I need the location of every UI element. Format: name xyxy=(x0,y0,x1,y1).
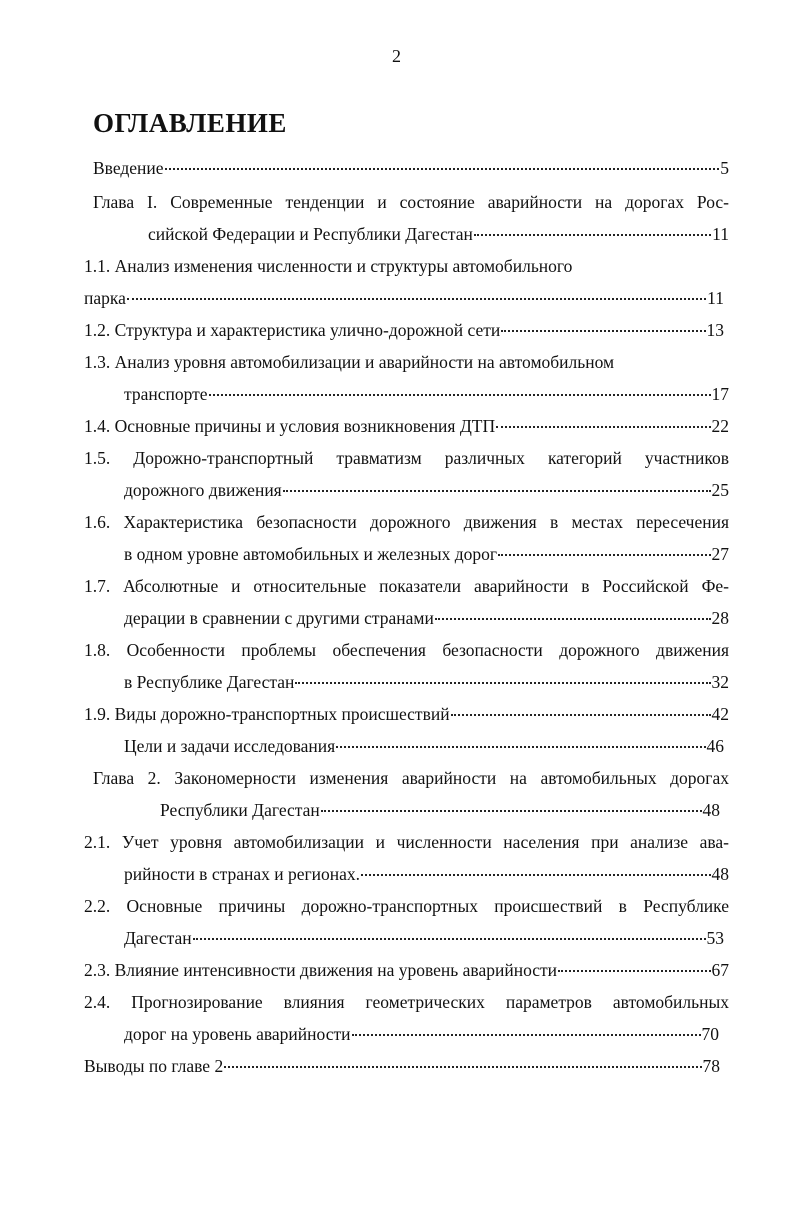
toc-leader xyxy=(336,746,705,748)
toc-entry-page: 11 xyxy=(707,288,724,308)
toc-entry-1-9 xyxy=(84,702,729,726)
toc-entry-1-7 xyxy=(124,606,729,630)
toc-entry-page: 67 xyxy=(711,960,729,980)
toc-entry-2-4 xyxy=(124,1022,719,1046)
toc-leader xyxy=(474,234,711,236)
toc-entry-page: 5 xyxy=(720,158,729,178)
toc-leader xyxy=(558,970,710,972)
toc-entry-title: рийности в странах и регионах. xyxy=(124,864,361,884)
toc-leader xyxy=(501,330,705,332)
toc-entry-title: сийской Федерации и Республики Дагестан xyxy=(148,224,473,244)
toc-entry-introduction xyxy=(93,156,729,180)
toc-leader xyxy=(193,938,706,940)
toc-entry-title: 2.4. Прогнозирование влияния геометрических параметров автомобильных xyxy=(84,992,729,1012)
toc-entry-page: 32 xyxy=(711,672,729,692)
toc-entry-title: 1.4. Основные причины и условия возникновения ДТП xyxy=(84,416,496,436)
toc-leader xyxy=(165,168,720,170)
toc-entry-title: 1.8. Особенности проблемы обеспечения безопасности дорожного движения xyxy=(84,640,729,660)
toc-leader xyxy=(295,682,710,684)
toc-entry-chapter-2-line1 xyxy=(93,766,729,790)
toc-entry-1-6-line1 xyxy=(84,510,729,534)
page-number: 2 xyxy=(392,46,401,66)
toc-entry-page: 25 xyxy=(711,480,729,500)
toc-entry-page: 17 xyxy=(711,384,729,404)
toc-entry-page: 48 xyxy=(702,800,720,820)
toc-entry-title: 1.6. Характеристика безопасности дорожного движения в местах пересечения xyxy=(84,512,729,532)
toc-entry-title: в Республике Дагестан xyxy=(124,672,295,692)
toc-entry-page: 28 xyxy=(711,608,729,628)
toc-entry-1-5-line1 xyxy=(84,446,729,470)
toc-entry-page: 22 xyxy=(711,416,729,436)
toc-leader xyxy=(352,1034,701,1036)
toc-leader xyxy=(498,554,710,556)
toc-entry-2-2 xyxy=(124,926,724,950)
toc-entry-page: 13 xyxy=(706,320,724,340)
toc-entry-page: 48 xyxy=(711,864,729,884)
toc-entry-2-1 xyxy=(124,862,729,886)
toc-entry-title: в одном уровне автомобильных и железных дорог xyxy=(124,544,498,564)
toc-entry-chapter-2 xyxy=(160,798,720,822)
toc-entry-2-4-line1 xyxy=(84,990,729,1014)
toc-entry-title: 1.3. Анализ уровня автомобилизации и аварийности на автомобильном xyxy=(84,352,615,372)
toc-entry-conclusions xyxy=(84,1054,720,1078)
toc-entry-chapter-1-line1 xyxy=(93,190,729,214)
toc-entry-page: 53 xyxy=(706,928,724,948)
toc-entry-1-8-line1 xyxy=(84,638,729,662)
toc-entry-title: Цели и задачи исследования xyxy=(124,736,336,756)
toc-entry-chapter-1 xyxy=(148,222,729,246)
toc-leader xyxy=(361,874,710,876)
toc-entry-title: Глава I. Современные тенденции и состояние аварийности на дорогах Рос- xyxy=(93,192,729,212)
toc-entry-2-3 xyxy=(84,958,729,982)
toc-entry-1-8 xyxy=(124,670,729,694)
toc-entry-1-1-line1 xyxy=(84,254,644,278)
toc-entry-1-7-line1 xyxy=(84,574,729,598)
toc-entry-title: 1.7. Абсолютные и относительные показатели аварийности в Российской Фе- xyxy=(84,576,729,596)
toc-leader xyxy=(321,810,702,812)
toc-entry-2-2-line1 xyxy=(84,894,729,918)
toc-leader xyxy=(496,426,710,428)
toc-entry-title: парка xyxy=(84,288,126,308)
toc-entry-title: дерации в сравнении с другими странами xyxy=(124,608,434,628)
toc-entry-title: дорог на уровень аварийности xyxy=(124,1024,351,1044)
toc-entry-1-2 xyxy=(84,318,724,342)
toc-leader xyxy=(224,1066,701,1068)
toc-entry-1-3-line1 xyxy=(84,350,684,374)
toc-entry-title: 2.3. Влияние интенсивности движения на уровень аварийности xyxy=(84,960,558,980)
toc-leader xyxy=(435,618,711,620)
toc-entry-goals xyxy=(124,734,724,758)
toc-entry-1-4 xyxy=(84,414,729,438)
toc-entry-1-6 xyxy=(124,542,729,566)
toc-entry-title: 2.2. Основные причины дорожно-транспортных происшествий в Республике xyxy=(84,896,729,916)
toc-leader xyxy=(209,394,711,396)
toc-entry-1-1 xyxy=(84,286,724,310)
toc-entry-1-5 xyxy=(124,478,729,502)
toc-leader xyxy=(127,298,706,300)
toc-leader xyxy=(451,714,711,716)
toc-entry-title: 2.1. Учет уровня автомобилизации и численности населения при анализе ава- xyxy=(84,832,729,852)
toc-entry-title: транспорте xyxy=(124,384,208,404)
toc-entry-page: 27 xyxy=(711,544,729,564)
toc-entry-page: 42 xyxy=(711,704,729,724)
toc-entry-page: 70 xyxy=(701,1024,719,1044)
toc-leader xyxy=(283,490,711,492)
toc-entry-title: Выводы по главе 2 xyxy=(84,1056,224,1076)
toc-entry-title: 1.5. Дорожно-транспортный травматизм различных категорий участников xyxy=(84,448,729,468)
toc-entry-title: 1.9. Виды дорожно-транспортных происшествий xyxy=(84,704,450,724)
toc-entry-title: Введение xyxy=(93,158,164,178)
toc-entry-page: 11 xyxy=(712,224,729,244)
toc-entry-page: 46 xyxy=(706,736,724,756)
toc-entry-page: 78 xyxy=(702,1056,720,1076)
toc-entry-title: Глава 2. Закономерности изменения аварийности на автомобильных дорогах xyxy=(93,768,729,788)
page-title: ОГЛАВЛЕНИЕ xyxy=(93,108,287,138)
toc-entry-title: Дагестан xyxy=(124,928,192,948)
toc-entry-2-1-line1 xyxy=(84,830,729,854)
toc-entry-title: 1.1. Анализ изменения численности и структуры автомобильного xyxy=(84,256,573,276)
toc-entry-title: 1.2. Структура и характеристика улично-дорожной сети xyxy=(84,320,501,340)
toc-entry-title: дорожного движения xyxy=(124,480,282,500)
toc-entry-1-3 xyxy=(124,382,729,406)
toc-entry-title: Республики Дагестан xyxy=(160,800,320,820)
